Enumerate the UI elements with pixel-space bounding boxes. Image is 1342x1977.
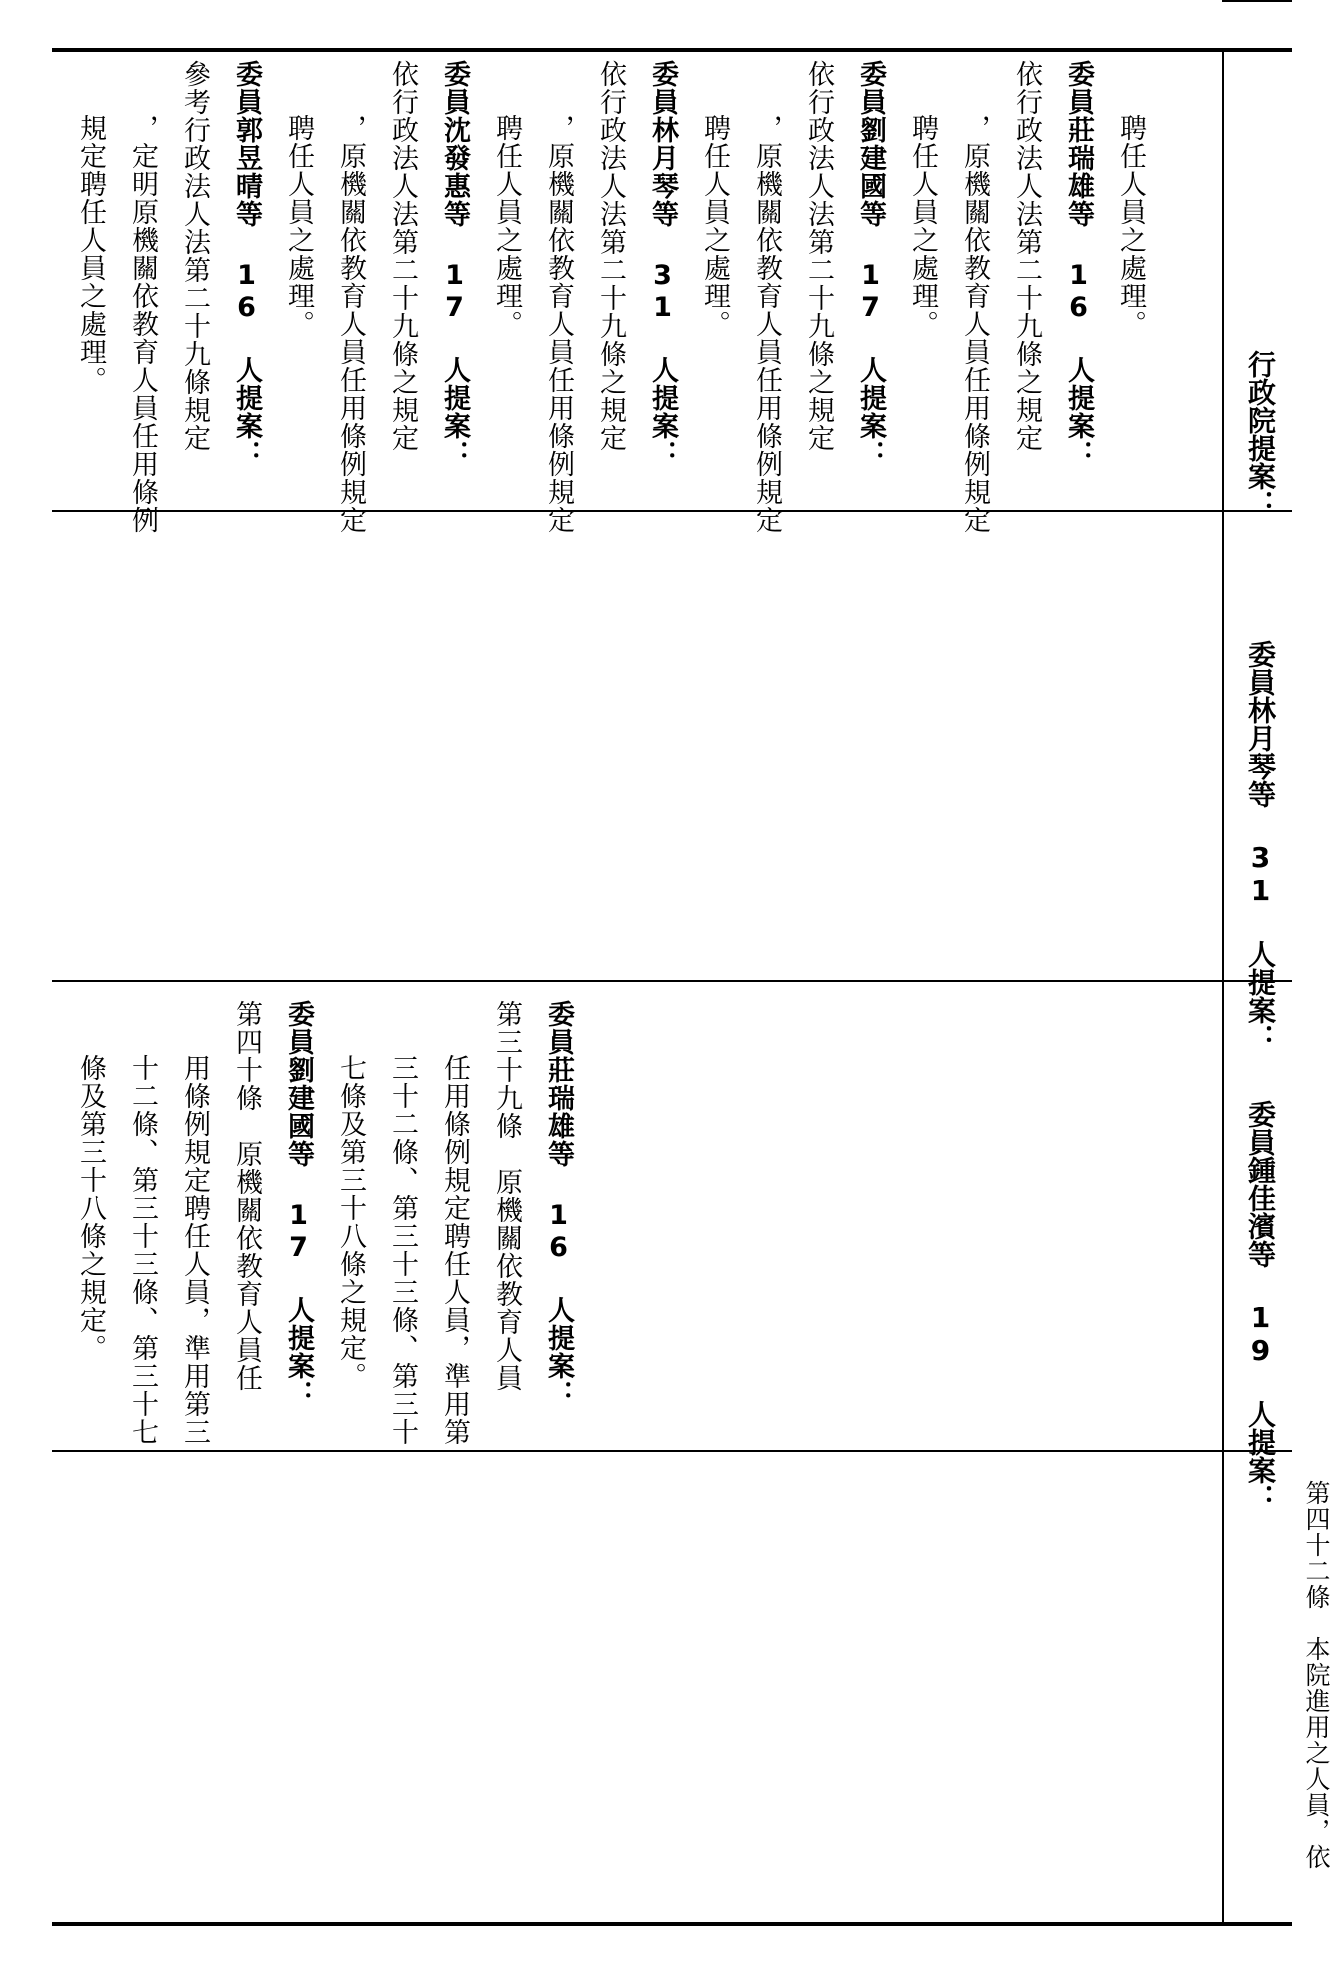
proposal-text-line: 依行政法人法第二十九條之規定 xyxy=(595,60,626,452)
header-chung-chia-pin: 委員鍾佳濱等 19 人提案： xyxy=(1244,1100,1277,1512)
proposal-text-line: 聘任人員之處理。 xyxy=(283,114,314,338)
proposal-text-line: ，原機關依教育人員任用條例規定 xyxy=(335,114,366,534)
proposal-text-line: 第三十九條 原機關依教育人員 xyxy=(491,1000,522,1392)
proposal-heading: 委員劉建國等 17 人提案： xyxy=(283,1000,314,1408)
proposal-heading: 委員郭昱晴等 16 人提案： xyxy=(231,60,262,468)
proposal-text-line: 參考行政法人法第二十九條規定 xyxy=(179,60,210,452)
proposal-text-line: 依行政法人法第二十九條之規定 xyxy=(803,60,834,452)
proposal-text-line: 七條及第三十八條之規定。 xyxy=(335,1054,366,1390)
proposal-text-line: 聘任人員之處理。 xyxy=(1115,114,1146,338)
table-bottom-rule xyxy=(52,1922,1292,1926)
proposal-text-line: 聘任人員之處理。 xyxy=(491,114,522,338)
column-divider-3 xyxy=(52,1450,1292,1452)
proposal-heading: 委員林月琴等 31 人提案： xyxy=(647,60,678,468)
column-3-body xyxy=(64,1000,584,1446)
proposal-heading: 委員沈發惠等 17 人提案： xyxy=(439,60,470,468)
proposal-text-line: 聘任人員之處理。 xyxy=(907,114,938,338)
header-separator xyxy=(1222,48,1224,1926)
proposal-text-line: 十二條、第三十三條、第三十七 xyxy=(127,1054,158,1446)
proposal-text-line: 任用條例規定聘任人員，準用第 xyxy=(439,1054,470,1446)
proposal-text-line: ，原機關依教育人員任用條例規定 xyxy=(959,114,990,534)
proposal-text-line: 依行政法人法第二十九條之規定 xyxy=(1011,60,1042,452)
header-lin-yueh-chin: 委員林月琴等 31 人提案： xyxy=(1244,640,1277,1052)
table-top-rule xyxy=(52,48,1292,52)
column-divider-1 xyxy=(52,510,1292,512)
proposal-text-line: 三十二條、第三十三條、第三十 xyxy=(387,1054,418,1446)
header-executive-yuan: 行政院提案： xyxy=(1244,350,1277,518)
column-4-text xyxy=(1238,1480,1342,1900)
proposal-text-line: ，定明原機關依教育人員任用條例 xyxy=(127,114,158,534)
proposal-text-line: 第四十條 原機關依教育人員任 xyxy=(231,1000,262,1392)
article-42-text: 第四十二條 本院進用之人員，依 xyxy=(1302,1480,1331,1870)
divider xyxy=(1222,0,1292,2)
proposal-text-line: 聘任人員之處理。 xyxy=(699,114,730,338)
column-1-body xyxy=(64,60,1156,534)
proposal-text-line: 用條例規定聘任人員，準用第三 xyxy=(179,1054,210,1446)
proposal-text-line: ，原機關依教育人員任用條例規定 xyxy=(543,114,574,534)
proposal-heading: 委員莊瑞雄等 16 人提案： xyxy=(543,1000,574,1408)
proposal-heading: 委員莊瑞雄等 16 人提案： xyxy=(1063,60,1094,468)
proposal-text-line: 依行政法人法第二十九條之規定 xyxy=(387,60,418,452)
proposal-heading: 委員劉建國等 17 人提案： xyxy=(855,60,886,468)
column-divider-2 xyxy=(52,980,1292,982)
proposal-text-line: 規定聘任人員之處理。 xyxy=(75,114,106,394)
proposal-text-line: 條及第三十八條之規定。 xyxy=(75,1054,106,1362)
proposal-text-line: ，原機關依教育人員任用條例規定 xyxy=(751,114,782,534)
